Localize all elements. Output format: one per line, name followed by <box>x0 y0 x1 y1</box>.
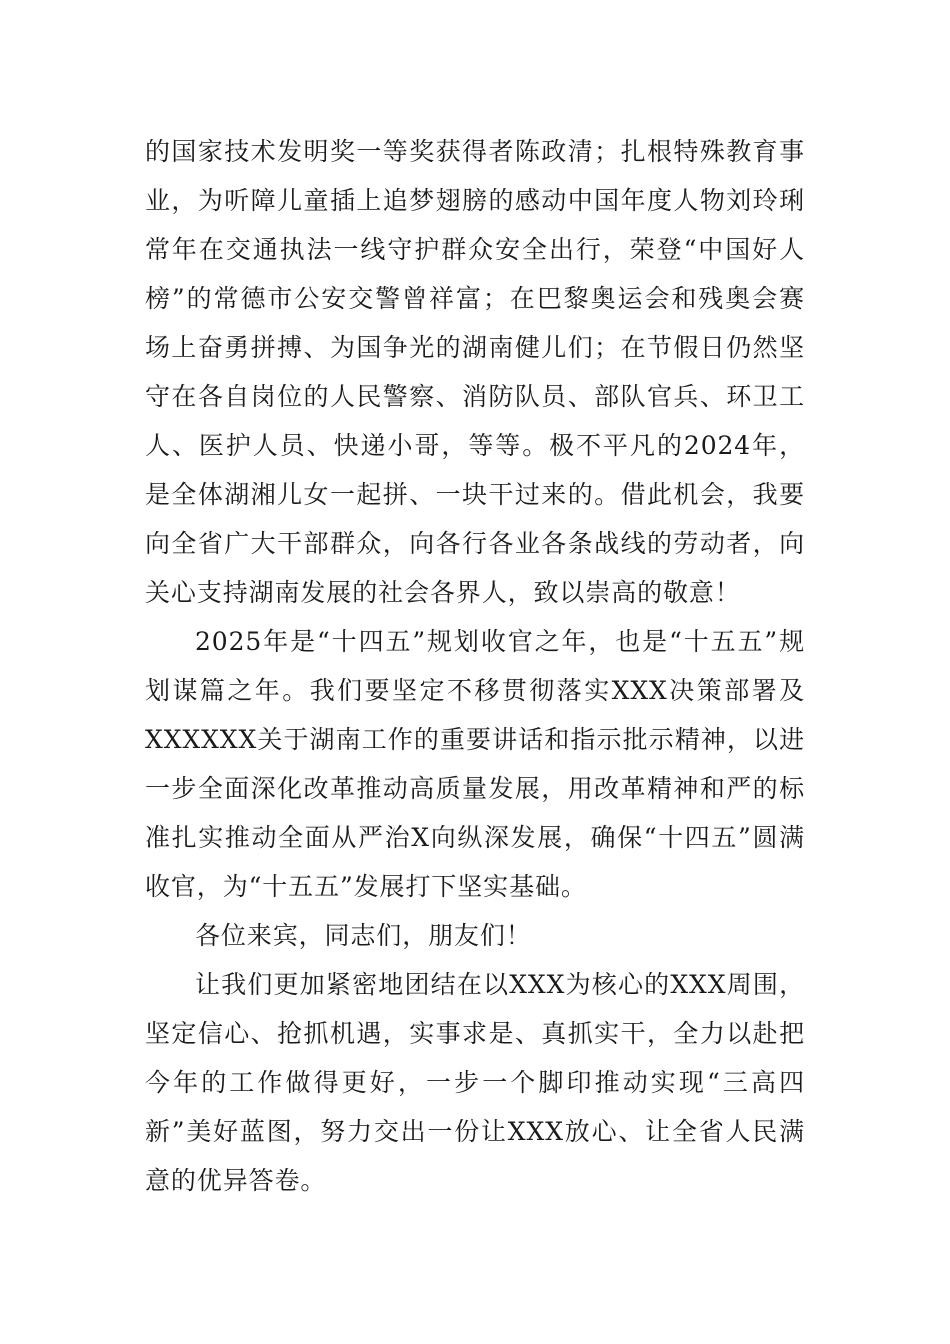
paragraph-greeting: 各位来宾，同志们，朋友们！ <box>195 921 532 950</box>
paragraph-continuation: 的国家技术发明奖一等奖获得者陈政清；扎根特殊教育事业，为听障儿童插上追梦翅膀的感动中国年度人物刘玲琍常年在交通执法一线守护群众安全出行，荣登“中国好人榜”的常德市公安交警曾祥富；在巴黎奥运会和残奥会赛场上奋勇拼搏、为国争光的湖南健儿们；在节假日仍然坚守在各自岗位的人民警察、消防队员、部队官兵、环卫工人、医护人员、快递小哥，等等。极不平凡的2024年，是全体湖湘儿女一起拼、一块干过来的。借此机会，我要向全省广大干部群众，向各行各业各条战线的劳动者，向关心支持湖南发展的社会各界人，致以崇高的敬意！ <box>145 137 805 607</box>
document-body <box>145 127 805 1205</box>
paragraph-closing: 让我们更加紧密地团结在以XXX为核心的XXX周围，坚定信心、抢抓机遇，实事求是、真抓实干，全力以赴把今年的工作做得更好，一步一个脚印推动实现“三高四新”美好蓝图，努力交出一份让XXX放心、让全省人民满意的优异答卷。 <box>145 970 805 1195</box>
paragraph-2025-plan: 2025年是“十四五”规划收官之年，也是“十五五”规划谋篇之年。我们要坚定不移贯彻落实XXX决策部署及XXXXXX关于湖南工作的重要讲话和指示批示精神，以进一步全面深化改革推动高质量发展，用改革精神和严的标准扎实推动全面从严治X向纵深发展，确保“十四五”圆满收官，为“十五五”发展打下坚实基础。 <box>145 627 805 901</box>
